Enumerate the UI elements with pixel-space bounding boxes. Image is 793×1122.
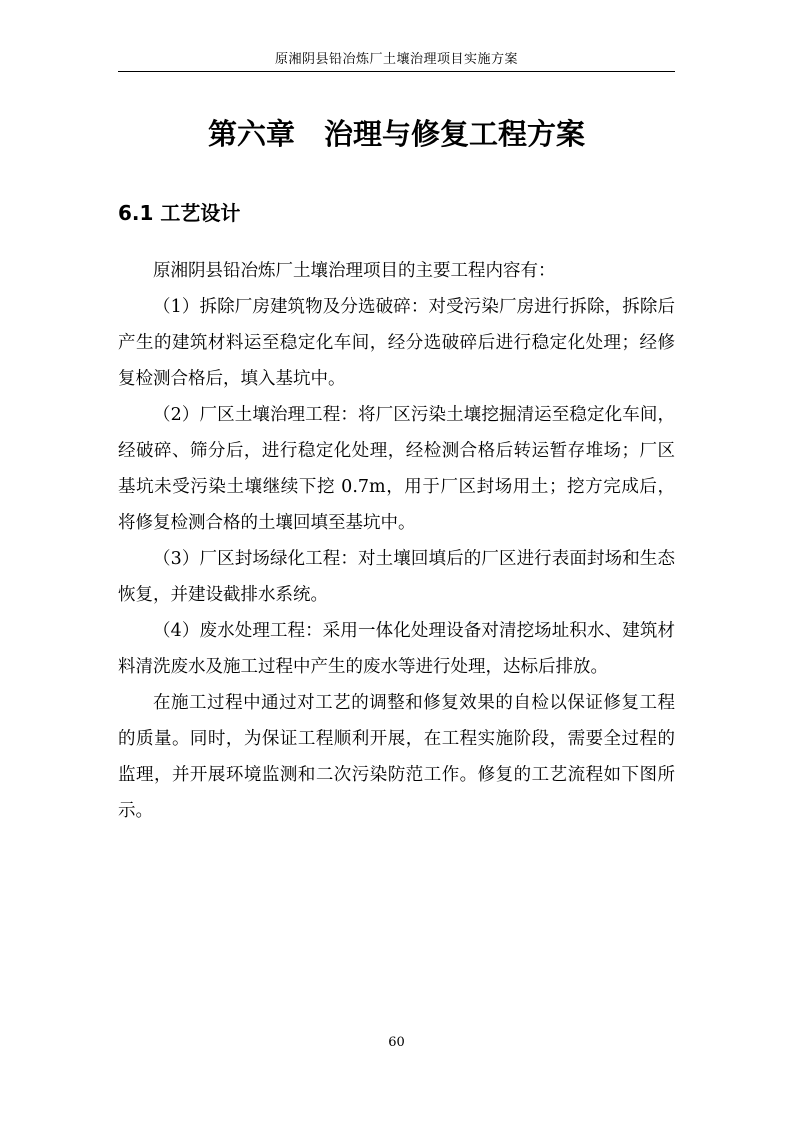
body-text xyxy=(118,253,675,829)
header-divider xyxy=(118,71,675,72)
paragraph-item-4: （4）废水处理工程：采用一体化处理设备对清挖场址积水、建筑材料清洗废水及施工过程中产生的废水等进行处理，达标后排放。 xyxy=(118,621,675,677)
paragraph-item-2: （2）厂区土壤治理工程：将厂区污染土壤挖掘清运至稳定化车间，经破碎、筛分后，进行稳定化处理，经检测合格后转运暂存堆场；厂区基坑未受污染土壤继续下挖 0.7m，用于厂区封场用土；挖方完成后，将修复检测合格的土壤回填至基坑中。 xyxy=(118,405,675,533)
paragraph-conclusion: 在施工过程中通过对工艺的调整和修复效果的自检以保证修复工程的质量。同时，为保证工程顺利开展，在工程实施阶段，需要全过程的监理，并开展环境监测和二次污染防范工作。修复的工艺流程如下图所示。 xyxy=(118,693,675,821)
chapter-title: 第六章 治理与修复工程方案 xyxy=(207,117,585,151)
paragraph-item-1: （1）拆除厂房建筑物及分选破碎：对受污染厂房进行拆除，拆除后产生的建筑材料运至稳定化车间，经分选破碎后进行稳定化处理；经修复检测合格后，填入基坑中。 xyxy=(118,297,675,389)
paragraph-intro: 原湘阴县铅冶炼厂土壤治理项目的主要工程内容有： xyxy=(153,261,556,281)
running-header: 原湘阴县铅冶炼厂土壤治理项目实施方案 xyxy=(274,52,518,67)
paragraph-item-3: （3）厂区封场绿化工程：对土壤回填后的厂区进行表面封场和生态恢复，并建设截排水系统。 xyxy=(118,549,675,605)
section-heading: 6.1 工艺设计 xyxy=(118,201,241,225)
page-number: 60 xyxy=(388,1035,405,1050)
